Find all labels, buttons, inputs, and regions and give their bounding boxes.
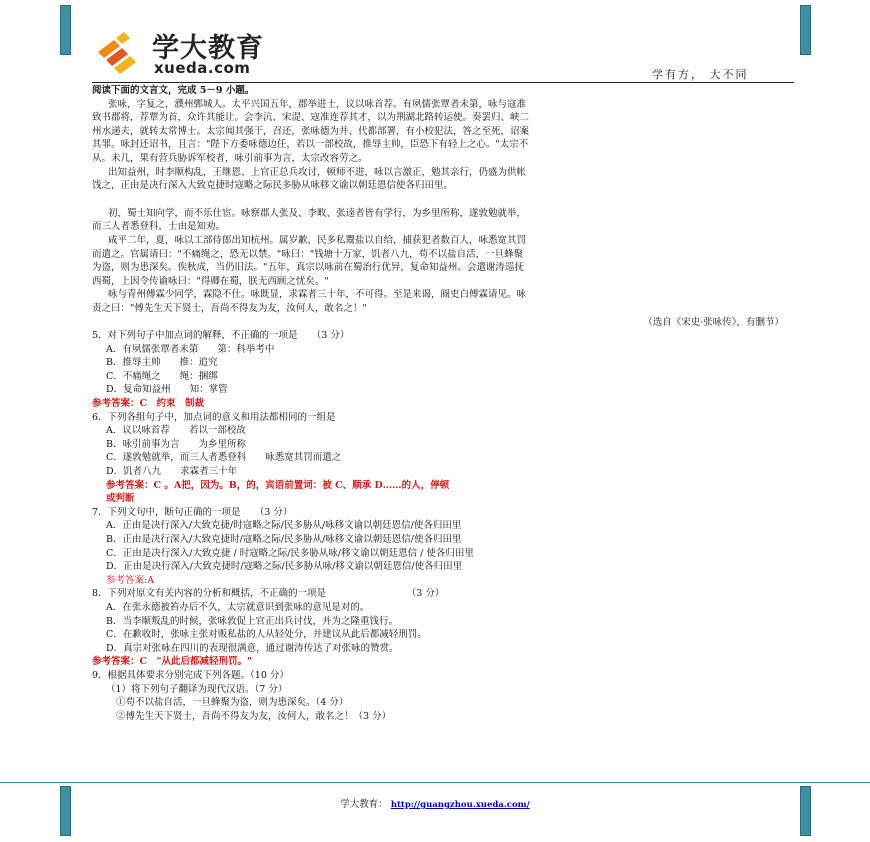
text-line: 张咏，字复之，濮州鄄城人。太平兴国五年，郡举进士，议以咏首荐。有夙儒张覃者未第，咏与寇准 — [108, 98, 527, 110]
text-line: 饯之，正由是决行深入大致克捷时寇略之际民多胁从咏移文谕以朝廷恩信使各归田里。 — [92, 180, 454, 192]
text-line: 阅读下面的文言文，完成 5－9 小题。 — [92, 85, 255, 96]
text-line: C．在歉收时，张咏主张对贩私盐的人从轻处分，并建议从此后都减轻刑罚。 — [106, 629, 427, 641]
answer-line: 或判断 — [106, 493, 135, 505]
footer-link[interactable]: http://guangzhou.xueda.com/ — [390, 800, 530, 810]
footer-divider — [0, 782, 870, 783]
text-line: ①苟不以盐自活，一旦蜂聚为盗，则为患深矣。（4 分） — [116, 697, 349, 709]
xueda-logo — [94, 24, 314, 78]
answer-line: 参考答案：C "从此后都减轻刑罚。" — [92, 656, 252, 668]
text-line: 9．根据具体要求分别完成下列各题。（10 分） — [92, 669, 289, 681]
text-line: B．推辱主帅 推：追究 — [106, 357, 218, 369]
text-line: 5．对下列句子中加点词的解释，不正确的一项是 （3 分） — [92, 330, 350, 342]
text-line: D．复命知益州 知：掌管 — [106, 384, 228, 396]
text-line: 出知益州，时李顺构乱，王继恩、上官正总兵攻讨，顿师不进，咏以言激正，勉其亲行，仍盛为供帐 — [108, 166, 527, 178]
text-line: 6．下列各组句子中，加点词的意义和用法都相同的一组是 — [92, 411, 336, 423]
paragraph-gap — [92, 193, 794, 207]
text-line: A．正由是决行深入/大致克捷/时寇略之际/民多胁从/咏移文谕以朝廷恩信/使各归田里 — [106, 520, 462, 532]
text-line: 8．下列对原文有关内容的分析和概括，不正确的一项是 （3 分） — [92, 588, 445, 600]
xueda-logo-icon — [94, 30, 142, 76]
text-line: （选自《宋史·张咏传》，有删节） — [643, 316, 784, 328]
text-line: D．真宗对张咏在四川的表现很满意，通过谢涛传达了对张咏的赞赏。 — [106, 642, 399, 654]
text-line: 西蜀，上因令传谕咏曰："得卿在蜀，朕无西顾之忧矣。" — [92, 275, 329, 287]
text-line: 咏与青州傅霖少同学，霖隐不仕。咏既显，求霖者三十年，不可得。至是来谒，阍吏白傅霖请见。咏 — [108, 289, 527, 301]
answer-line: 参考答案:A — [106, 574, 155, 586]
text-line: 而遣之。官属请曰："不痛绳之，恐无以禁。"咏曰："钱塘十万家，饥者八九，苟不以盐自活，一旦蜂聚 — [92, 248, 524, 260]
text-line: 而三人者悉登科，士由是知劝。 — [92, 221, 226, 233]
text-line: B．当李顺叛乱的时候，张咏敦促上官正出兵讨伐，并为之隆重饯行。 — [106, 615, 398, 627]
text-line: C．正由是决行深入/大致克捷 / 时寇略之际/民多胁从咏/移文谕以朝廷恩信 / 使各归田里 — [106, 547, 474, 559]
logo-chinese-name: 学大教育 — [152, 33, 264, 64]
text-line: C．不痛绳之 绳：捆绑 — [106, 370, 218, 382]
text-line: ②傅先生天下贤士，吾尚不得友为友，汝何人，敢名之！（3 分） — [116, 710, 392, 722]
footer-label: 学大教育： — [340, 799, 388, 810]
answer-line: 参考答案：C 约束 制裁 — [92, 398, 205, 410]
answer-line: 参考答案：C 。A把，因为。B，的，宾语前置词：被 C、顺承 D……的人，停顿 — [106, 479, 450, 491]
text-line: B．咏引前事为言 为乡里所称 — [106, 438, 246, 450]
text-line: A．在张永德被笞办后不久，太宗就意识到张咏的意见是对的。 — [106, 601, 370, 613]
text-line: 州水递夫，就转太常博士。太宗闻其强干，召还，张咏德为并、代都部署，有小校犯法，答之至死，诏案 — [92, 125, 530, 137]
corner-tab-bottom-left — [60, 786, 71, 836]
text-line: 从。未几，果有营兵胁诉军校者，咏引前事为言，太宗改容劳之。 — [92, 152, 368, 164]
text-line: D．正由是决行深入/大致克捷时/寇略之际/民多胁从咏/移文谕以朝廷恩信/使各归田里 — [106, 561, 463, 573]
text-line: C．遂敦勉就举，而三人者悉登科 咏悉宽其罚而遣之 — [106, 452, 342, 464]
text-line: 责之曰："傅先生天下贤士，吾尚不得友为友，汝何人，敢名之！" — [92, 302, 367, 314]
header-slogan: 学有方， 大不同 — [652, 68, 749, 81]
corner-tab-top-left — [60, 5, 71, 55]
text-line: 为盗，则为患深矣。俟秋成，当仍旧法。"五年，真宗以咏前在蜀治行优异，复命知益州。会遣谢涛巡抚 — [92, 262, 524, 274]
text-line: 初，蜀士知向学，而不乐仕宦。咏察郡人张及、李畋、张逵者皆有学行，为乡里所称，遂敦勉就举， — [108, 207, 527, 219]
corner-tab-top-right — [800, 5, 811, 55]
text-line: 致书郡将，荐覃为首，众许其能让。会李沆、宋湜、寇准连荐其才，以为荆湖北路转运使。奏罢归、峡二 — [92, 112, 530, 124]
text-line: A．议以咏首荐 若以一部校故 — [106, 425, 246, 437]
text-line: B．正由是决行深入/大致克捷时/寇略之际/民多胁从/咏移文谕以朝廷恩信/使各归田里 — [106, 534, 462, 545]
document-body — [92, 84, 794, 723]
corner-tab-bottom-right — [800, 786, 811, 836]
text-line: （1）将下列句子翻译为现代汉语。（7 分） — [106, 683, 288, 695]
header-divider — [92, 82, 794, 83]
text-line: 7．下列文句中，断句正确的一项是 （3 分） — [92, 506, 293, 518]
logo-domain: xueda.com — [154, 59, 251, 77]
text-line: D．饥者八九 求霖者三十年 — [106, 466, 238, 478]
text-line: A．有夙儒张覃者未第 第：科举考中 — [106, 343, 275, 355]
text-line: 其罪。咏封还诏书，且言："陛下方委咏德边任，若以一部校故，推辱主帅，臣恐下有轻上之心。"太宗不 — [92, 139, 529, 151]
text-line: 咸平二年，夏，咏以工部侍郎出知杭州。属岁歉，民多私鬻盐以自给，捕获犯者数百人，咏悉宽其罚 — [108, 234, 527, 246]
page-footer — [0, 796, 870, 810]
